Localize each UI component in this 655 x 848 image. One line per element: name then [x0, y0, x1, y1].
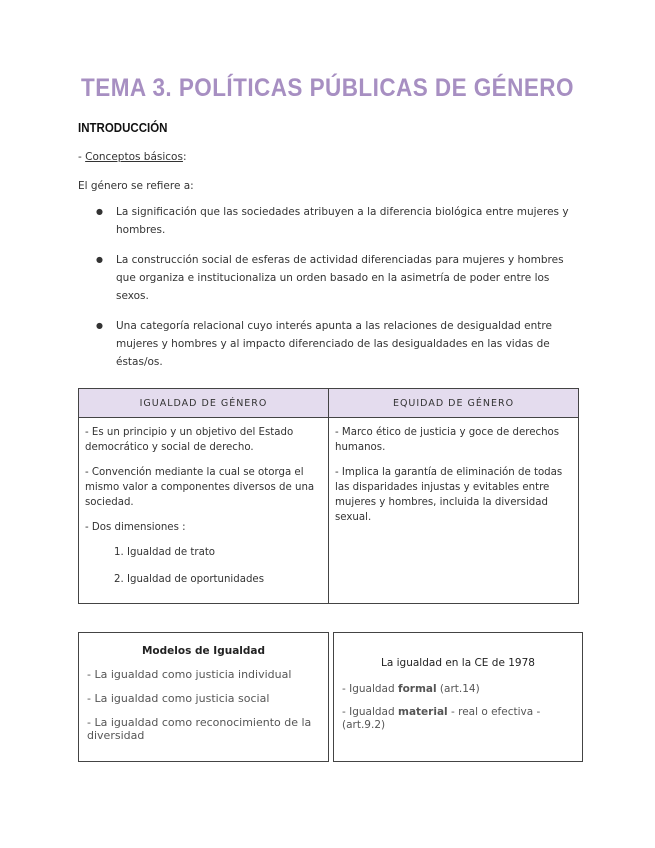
- gender-definitions-list: [96, 203, 576, 383]
- header-equidad: EQUIDAD DE GÉNERO: [329, 389, 579, 418]
- comparison-table: [78, 388, 579, 604]
- list-item: ● La significación que las sociedades atribuyen a la diferencia biológica entre mujeres y hombres.: [96, 203, 576, 239]
- ce-formal-bold: formal: [398, 683, 437, 695]
- modelo-item: - La igualdad como justicia social: [87, 692, 270, 705]
- modelos-title: Modelos de Igualdad: [141, 645, 265, 657]
- ce-box: [333, 632, 583, 762]
- modelo-item: - La igualdad como reconocimiento de la diversidad: [87, 716, 312, 742]
- ce-material-pre: - Igualdad: [342, 706, 398, 718]
- ce-material-bold: material: [398, 706, 448, 718]
- igualdad-point: - Es un principio y un objetivo del Estado democrático y social de derecho.: [85, 427, 294, 453]
- igualdad-point: - Convención mediante la cual se otorga el mismo valor a componentes diversos de una sociedad.: [85, 467, 315, 508]
- ce-material-post: - real o efectiva - (art.9.2): [342, 706, 541, 731]
- concepts-label: Conceptos básicos: [85, 151, 183, 163]
- header-igualdad: IGUALDAD DE GÉNERO: [79, 389, 329, 418]
- modelos-box: [78, 632, 329, 762]
- equidad-point: - Implica la garantía de eliminación de todas las disparidades injustas y evitables entre mujeres y hombres, incluida la diversidad sexual.: [335, 467, 563, 523]
- intro-line: El género se refiere a:: [78, 180, 194, 192]
- ce-title: La igualdad en la CE de 1978: [381, 657, 535, 669]
- cell-equidad: [329, 418, 579, 604]
- modelo-item: - La igualdad como justicia individual: [87, 668, 292, 681]
- ce-formal-post: (art.14): [436, 683, 480, 695]
- concepts-dash: -: [78, 151, 86, 163]
- cell-igualdad: [79, 418, 329, 604]
- concepts-line: [78, 151, 187, 163]
- ce-material: [334, 706, 582, 732]
- section-heading: INTRODUCCIÓN: [78, 121, 168, 135]
- ce-formal: [334, 683, 582, 696]
- list-item: ● Una categoría relacional cuyo interés apunta a las relaciones de desigualdad entre mujeres y hombres y al impacto diferenciado de las desigualdades en las vidas de éstas/os.: [96, 317, 576, 371]
- dimension-item: 2. Igualdad de oportunidades: [127, 572, 322, 587]
- igualdad-point: - Dos dimensiones :: [85, 522, 186, 533]
- ce-formal-pre: - Igualdad: [342, 683, 398, 695]
- page-title: TEMA 3. POLÍTICAS PÚBLICAS DE GÉNERO: [81, 74, 574, 102]
- dimensions-list: [85, 545, 322, 587]
- list-item: ● La construcción social de esferas de actividad diferenciadas para mujeres y hombres que organiza e institucionaliza un orden basado en la asimetría de poder entre los sexos.: [96, 251, 576, 305]
- equidad-point: - Marco ético de justicia y goce de derechos humanos.: [335, 427, 560, 453]
- dimension-item: 1. Igualdad de trato: [127, 545, 322, 560]
- concepts-colon: :: [182, 151, 187, 163]
